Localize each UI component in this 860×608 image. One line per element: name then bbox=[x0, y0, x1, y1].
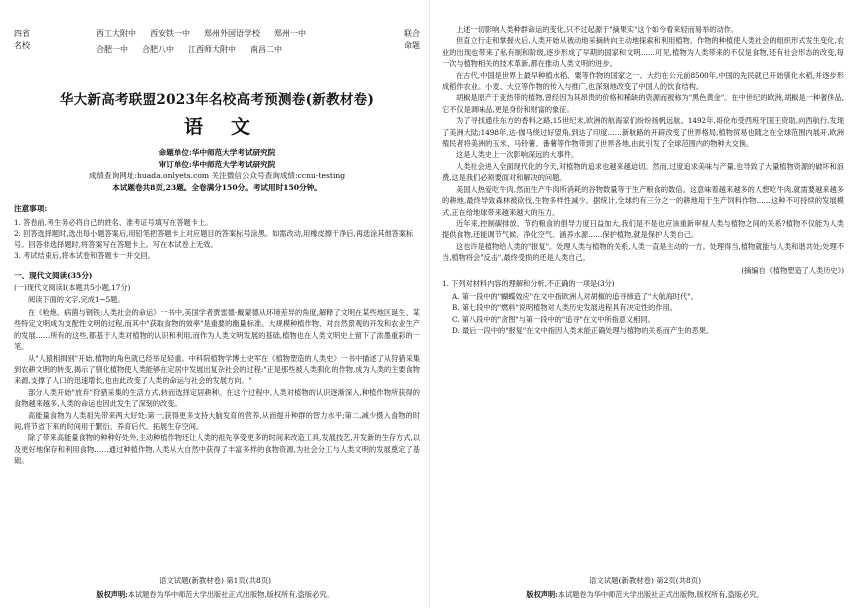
header-right-label bbox=[404, 28, 420, 52]
passage-paragraph: 从"人猿相揖别"开始,植物的角色就已经举足轻重。中科院植物学博士史军在《植物塑造的人类史》一书中描述了从狩猎采集到农耕文明的转变,揭示了驯化植物使人类能够在定居中发展出复杂社会的过程:"正是那些被人类驯化的作物,成为人类的主要食物来源,支撑了人口的迅速增长,也由此改变了人类的命运与社会的发展方向。" bbox=[14, 353, 420, 386]
page-footer: 语文试题(新教材卷) 第2页(共8页) bbox=[589, 576, 701, 585]
note-item: 3. 考试结束后,将本试卷和答题卡一并交回。 bbox=[14, 251, 155, 260]
meta-line: 命题单位:华中师范大学考试研究院 bbox=[158, 148, 276, 157]
passage-paragraph: 部分人类开始"放弃"狩猎采集的生活方式,转而选择定居耕种。在这个过程中,人类对植物的认识逐渐深入,种植作物所获得的食物越来越多,人类的命运也因此发生了深刻的改变。 bbox=[14, 387, 420, 409]
passage-paragraph: 高能量食物为人类祖先带来两大好处:第一,获得更多支持大脑发育的营养,从而提升种群的智力水平;第二,减少摄入食物的时间,将节省下来的时间用于繁衍、养育后代、拓展生存空间。 bbox=[14, 410, 420, 432]
meta-line: 成绩查询网址:huada.onlyets.com 关注微信公众号查询成绩:ccnu-testing bbox=[88, 171, 346, 180]
passage-paragraph: 在《枪炮、病菌与钢铁:人类社会的命运》一书中,美国学者贾雷德·戴蒙德从环境差异的角度,解释了文明在某些地区诞生、某些特定文明成为支配性文明的过程,而其中"获取食物的效率"是重要的衡量标准。大规模种植作物、对自然景观的开发和农业生产的发展……所有的这些,都基于人类对植物的认识和利用,而作为人类文明发展的基础,植物也在人类文明史上留下了浓墨重彩的一笔。 bbox=[14, 308, 420, 352]
school-name: 江西师大附中 bbox=[188, 45, 236, 54]
copyright-notice bbox=[0, 590, 430, 600]
meta-line: 审订单位:华中师范大学考试研究院 bbox=[158, 159, 276, 169]
copyright-notice bbox=[430, 590, 860, 600]
schools-row-1 bbox=[96, 28, 320, 40]
passage-paragraph: 在古代,中国是世界上最早种植水稻、粟等作物的国家之一。大约在公元前8500年,中国的先民就已开始驯化水稻,并逐步形成稻作农业。小麦、大豆等作物的传入与推广,也深刻地改变了中国人的饮食结构。 bbox=[442, 70, 844, 92]
option-a: A. 第一段中的"蝴蝶效应"在文中指欧洲人对胡椒的追寻缔造了"大航海时代"。 bbox=[452, 291, 698, 301]
school-list bbox=[96, 28, 320, 56]
exam-meta bbox=[14, 147, 420, 193]
passage-paragraph: 美国人热爱吃牛肉,然而生产牛肉所消耗的谷物数量等于生产粮食的数倍。这意味着越来越多的人想吃牛肉,就需要越来越多的耕地,最终导致森林被砍伐,生物多样性减少。据统计,全球约有三分之一的耕地用于生产饲料作物……这种不可持续的发展模式,正在给地球带来越来越大的压力。 bbox=[442, 184, 844, 217]
copyright-text: 本试题卷为华中师范大学出版社正式出版物,版权所有,盗版必究。 bbox=[127, 590, 334, 599]
school-name: 南昌二中 bbox=[250, 45, 282, 54]
right-page bbox=[430, 0, 860, 608]
copyright-label: 版权声明: bbox=[96, 590, 128, 599]
school-name: 西安铁一中 bbox=[150, 29, 190, 38]
reading-instruction: 阅读下面的文字,完成1~5题。 bbox=[28, 295, 125, 304]
exam-header bbox=[14, 28, 420, 82]
meta-line: 本试题卷共8页,23题。全卷满分150分。考试用时150分钟。 bbox=[112, 182, 322, 192]
option-d: D. 最后一段中的"报复"在文中指因人类未能正确处理与植物的关系而产生的恶果。 bbox=[452, 326, 714, 336]
header-bottom-right: 命题 bbox=[404, 41, 420, 50]
passage-paragraph: 上述一切影响人类种群命运的变化,只不过起源于"摘果实"这个如今看来轻而易举的动作。 bbox=[456, 25, 739, 34]
notes-title: 注意事项: bbox=[14, 204, 48, 213]
subsection-title: (一)现代文阅读Ⅰ(本题共5小题,17分) bbox=[14, 283, 131, 292]
exam-notes bbox=[14, 203, 420, 261]
schools-row-2 bbox=[96, 44, 320, 56]
note-item: 1. 答卷前,考生务必将自己的姓名、准考证号填写在答题卡上。 bbox=[14, 218, 213, 227]
exam-title: 华大新高考联盟2023年名校高考预测卷(新教材卷) bbox=[59, 92, 375, 108]
school-name: 合肥一中 bbox=[96, 45, 128, 54]
option-c: C. 第八段中的"贪图"与第一段中的"追寻"在文中所指意义相同。 bbox=[452, 314, 655, 324]
section-title: 一、现代文阅读(35分) bbox=[14, 271, 93, 280]
passage-paragraph: 这也许是植物给人类的"报复"。处理人类与植物的关系,人类一直是主动的一方。处理得当,植物就能与人类和谐共处;处理不当,植物将会"反击",最终受损的还是人类自己。 bbox=[442, 241, 844, 263]
school-name: 郑州一中 bbox=[274, 29, 306, 38]
passage-paragraph: 为了寻找通往东方的香料之路,15世纪末,欧洲的航海家们纷纷扬帆远航。1492年,哥伦布受西班牙国王资助,向西航行,发现了美洲大陆;1498年,达·伽马绕过好望角,到达了印度……新航路的开辟改变了世界格局,植物贸易也随之在全球范围内展开,欧洲殖民者将美洲的玉米、马铃薯、番薯等作物带到了世界各地,由此引发了全球范围内的物种大交换。 bbox=[442, 116, 844, 149]
passage-paragraph: 近年来,控制碳排放、节约粮食的倡导力度日益加大,我们是不是也应该重新审视人类与植物之间的关系?植物不仅能为人类提供食物,还能调节气候、净化空气、涵养水源……保护植物,就是保护人类自己。 bbox=[442, 218, 844, 240]
page-footer: 语文试题(新教材卷) 第1页(共8页) bbox=[159, 576, 271, 585]
subject-title: 语文 bbox=[183, 116, 278, 138]
passage-paragraph: 但直立行走和掌握火后,人类开始从被动地采摘转向主动地探索和利用植物。作物的种植使人类社会的组织形式发生变化,农业的出现也带来了私有制和阶级,逐步形成了早期的国家和文明……可见,植物为人类带来的不仅是食物,还有社会形态的改变,每一次与植物相关的技术革新,都在推动人类文明的进步。 bbox=[442, 36, 844, 69]
passage-paragraph: 这是人类史上一次影响深远的大事件。 bbox=[456, 150, 579, 160]
header-top-right: 联合 bbox=[404, 29, 420, 38]
copyright-text: 本试题卷为华中师范大学出版社正式出版物,版权所有,盗版必究。 bbox=[557, 590, 764, 599]
header-top-left: 四省 bbox=[14, 29, 30, 38]
question-stem: 1. 下列对材料内容的理解和分析,不正确的一项是(3分) bbox=[442, 278, 615, 288]
school-name: 郑州外国语学校 bbox=[204, 29, 260, 38]
header-left-label bbox=[14, 28, 30, 52]
passage-paragraph: 胡椒是原产于亚热带的植物,曾经因为其昂贵的价格和稀缺的资源而被称为"黑色黄金"。在中世纪的欧洲,胡椒是一种奢侈品,它不仅是调味品,更是身份和财富的象征。 bbox=[442, 93, 844, 114]
copyright-label: 版权声明: bbox=[526, 590, 558, 599]
passage-paragraph: 人类社会进入全面现代化的今天,对植物的追求也越来越迫切。然而,过度追求美味与产量,也导致了大量植物资源的破坏和浪费,这是我们必须要面对和解决的问题。 bbox=[442, 161, 844, 183]
note-item: 2. 回答选择题时,选出每小题答案后,用铅笔把答题卡上对应题目的答案标号涂黑。如需改动,用橡皮擦干净后,再选涂其他答案标号。回答非选择题时,将答案写在答题卡上。写在本试卷上无效。 bbox=[14, 229, 414, 249]
school-name: 合肥八中 bbox=[142, 45, 174, 54]
option-b: B. 第七段中的"燃料"说明植物对人类历史发展进程具有决定性的作用。 bbox=[452, 303, 677, 313]
school-name: 西工大附中 bbox=[96, 29, 136, 38]
header-bottom-left: 名校 bbox=[14, 41, 30, 50]
passage-paragraph: 除了带来高能量食物的种种好处外,主动种植作物还让人类的祖先享受更多的时间来改造工具,发展技艺,开发新的生存方式,以及更好地保存和利用食物……通过种植作物,人类从大自然中获得了丰富多样的食物资源,为社会分工与人类文明的发展奠定了基础。 bbox=[14, 433, 420, 466]
passage-source: (摘编自《植物塑造了人类历史》) bbox=[741, 265, 844, 275]
